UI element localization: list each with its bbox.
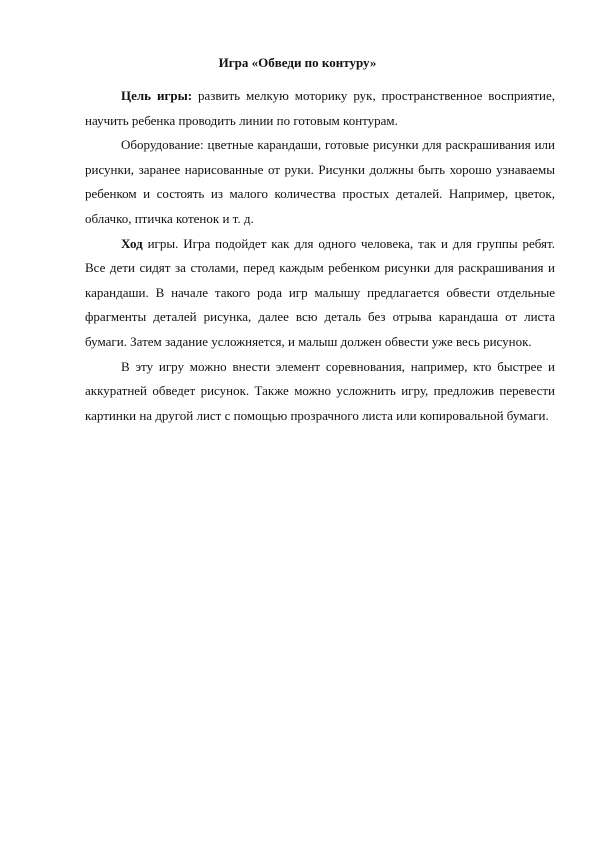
- equipment-paragraph: [85, 133, 555, 231]
- goal-paragraph: [85, 84, 555, 133]
- goal-label: Цель игры:: [121, 88, 193, 103]
- competition-text: В эту игру можно внести элемент соревнования, например, кто быстрее и аккуратней обведет рисунок. Также можно усложнить игру, предложив перевести картинки на другой лист с помощью прозрачного листа или копировальной бумаги.: [85, 358, 555, 423]
- competition-paragraph: [85, 355, 555, 429]
- procedure-text: игры. Игра подойдет как для одного человека, так и для группы ребят. Все дети сидят за столами, перед каждым ребенком рисунки для раскрашивания и карандаши. В начале такого рода игр малышу предлагается обвести отдельные фрагменты деталей рисунка, далее всю деталь без отрыва карандаша от листа бумаги. Затем задание усложняется, и малыш должен обвести уже весь рисунок.: [85, 235, 555, 349]
- document-body: [85, 84, 555, 428]
- page-title: Игра «Обведи по контуру»: [218, 55, 377, 70]
- equipment-text: Оборудование: цветные карандаши, готовые рисунки для раскрашивания или рисунки, заранее нарисованные от руки. Рисунки должны быть хорошо узнаваемы ребенком и состоять из малого количества простых деталей. Например, цветок, облачко, птичка котенок и т. д.: [85, 137, 555, 226]
- goal-text: развить мелкую моторику рук, пространственное восприятие, научить ребенка проводить линии по готовым контурам.: [85, 88, 555, 128]
- procedure-paragraph: [85, 232, 555, 355]
- procedure-label: Ход: [121, 235, 143, 251]
